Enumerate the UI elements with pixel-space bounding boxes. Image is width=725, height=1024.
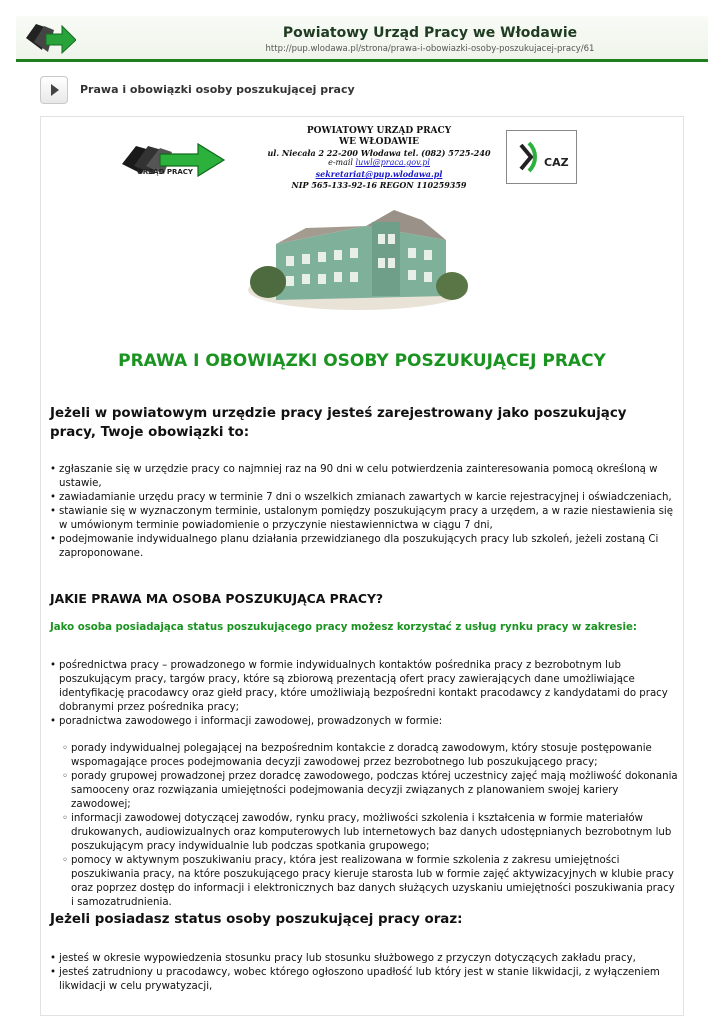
list-item: ◦ pomocy w aktywnym poszukiwaniu pracy, która jest realizowana w formie szkolenia z zakresu umiejętności poszukiwania pracy, na które poszukującego pracy kieruje starosta lub w formie zajęć aktywizacyjnych w klubie pracy oraz poprzez dostęp do informacji i elektronicznych baz danych służących uzyskaniu umiejętności poszukiwania pracy i samozatrudnienia. bbox=[62, 854, 680, 910]
office-building-image bbox=[246, 204, 470, 312]
list-item: • jesteś zatrudniony u pracodawcy, wobec którego ogłoszono upadłość lub który jest w stanie likwidacji, z wyłączeniem likwidacji w celu prywatyzacji, bbox=[50, 966, 680, 994]
advice-forms-list bbox=[62, 742, 680, 910]
list-item: • pośrednictwa pracy – prowadzonego w formie indywidualnych kontaktów pośrednika pracy z bezrobotnym lub poszukującym pracy, targów pracy, które są zbiorową prezentacją ofert pracy zawierających dane umożliwiające identyfikację pracodawcy oraz giełd pracy, które umożliwiają bezpośredni kontakt pracodawcy z kandydatami do pracy dobranymi przez pośrednika pracy; bbox=[50, 659, 680, 715]
org-name-line1: POWIATOWY URZĄD PRACY bbox=[306, 126, 452, 136]
org-nip: NIP 565-133-92-16 REGON 110259359 bbox=[291, 180, 467, 190]
list-item: ◦ informacji zawodowej dotyczącej zawodów, rynku pracy, możliwości szkolenia i kształcenia w formie materiałów drukowanych, audiowizualnych oraz komputerowych lub internetowych baz danych udostępnianych bezrobotnym lub poszukującym pracy indywidualnie lub podczas spotkania grupowego; bbox=[62, 812, 680, 854]
list-item: ◦ porady indywidualnej polegającej na bezpośrednim kontakcie z doradcą zawodowym, który stosuje postępowanie wspomagające proces podejmowania decyzji zawodowej przez bezrobotnego lub poszukującego pracy; bbox=[62, 742, 680, 770]
email-link-2[interactable]: sekretariat@pup.wlodawa.pl bbox=[315, 169, 443, 179]
list-item: • jesteś w okresie wypowiedzenia stosunku pracy lub stosunku służbowego z przyczyn dotyczących zakładu pracy, bbox=[50, 952, 680, 966]
org-email-line-2 bbox=[244, 169, 514, 179]
rights-list bbox=[50, 659, 680, 729]
rights-intro: Jako osoba posiadająca status poszukującego pracy możesz korzystać z usług rynku pracy w zakresie: bbox=[50, 622, 637, 633]
status-heading: Jeżeli posiadasz status osoby poszukującej pracy oraz: bbox=[50, 912, 463, 927]
urzad-pracy-logo[interactable] bbox=[24, 20, 76, 56]
article-title: PRAWA I OBOWIĄZKI OSOBY POSZUKUJĄCEJ PRACY bbox=[118, 351, 606, 371]
list-item: • podejmowanie indywidualnego planu działania przewidzianego dla poszukujących pracy lub szkoleń, jeżeli zostaną Ci zaproponowane. bbox=[50, 533, 680, 561]
rights-heading: JAKIE PRAWA MA OSOBA POSZUKUJĄCA PRACY? bbox=[50, 591, 384, 606]
list-item: • zgłaszanie się w urzędzie pracy co najmniej raz na 90 dni w celu potwierdzenia zainteresowania pomocą określoną w ustawie, bbox=[50, 463, 680, 491]
status-list bbox=[50, 952, 680, 994]
list-item: ◦ porady grupowej prowadzonej przez doradcę zawodowego, podczas której uczestnicy zajęć mają możliwość dokonania samooceny oraz rozwiązania umiejętności podejmowania decyzji związanych z planowaniem swojej kariery zawodowej; bbox=[62, 770, 680, 812]
page-url: http://pup.wlodawa.pl/strona/prawa-i-obowiazki-osoby-poszukujacej-pracy/61 bbox=[265, 44, 595, 54]
org-email-line bbox=[244, 158, 514, 167]
email-label: e-mail bbox=[328, 158, 353, 167]
site-title: Powiatowy Urząd Pracy we Włodawie bbox=[282, 25, 578, 41]
email-link-1[interactable]: luwl@praca.gov.pl bbox=[355, 158, 430, 167]
list-item: • poradnictwa zawodowego i informacji zawodowej, prowadzonych w formie: bbox=[50, 715, 680, 729]
duties-list bbox=[50, 463, 680, 561]
caz-label: CAZ bbox=[544, 156, 569, 169]
org-name-line2: WE WŁODAWIE bbox=[339, 137, 419, 147]
list-item: • stawianie się w wyznaczonym terminie, ustalonym pomiędzy poszukującym pracy a urzędem, a w razie niestawienia się w umówionym terminie powiadomienie o przyczynie niestawiennictwa w ciągu 7 dni, bbox=[50, 505, 680, 533]
duties-heading: Jeżeli w powiatowym urzędzie pracy jesteś zarejestrowany jako poszukujący pracy, Twoje obowiązki to: bbox=[50, 406, 627, 440]
org-address: ul. Niecała 2 22-200 Włodawa tel. (082) 5725-240 bbox=[267, 148, 491, 158]
header-divider bbox=[16, 59, 708, 62]
arrow-right-icon bbox=[41, 77, 67, 103]
list-item: • zawiadamianie urzędu pracy w terminie 7 dni o wszelkich zmianach zawartych w karcie rejestracyjnej i oświadczeniach, bbox=[50, 491, 680, 505]
banner-logo-label: URZĄD PRACY bbox=[137, 168, 193, 176]
breadcrumb: Prawa i obowiązki osoby poszukującej pracy bbox=[80, 83, 355, 96]
back-button[interactable] bbox=[40, 76, 68, 104]
org-name bbox=[244, 126, 514, 148]
